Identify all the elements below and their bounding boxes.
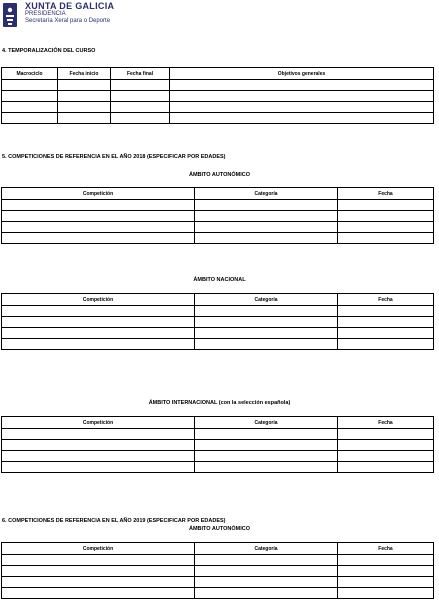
table-header-row <box>2 543 434 555</box>
table-row[interactable] <box>2 91 434 102</box>
col-fecha: Fecha <box>338 417 434 429</box>
table-row[interactable] <box>2 577 434 588</box>
table-row[interactable] <box>2 451 434 462</box>
table-row[interactable] <box>2 102 434 113</box>
table-row[interactable] <box>2 233 434 244</box>
table-header-row <box>2 68 434 80</box>
col-competicion: Competición <box>2 188 195 200</box>
table-row[interactable] <box>2 328 434 339</box>
table-row[interactable] <box>2 462 434 473</box>
competiciones-autonomico-2018-table <box>1 187 434 244</box>
ambito-nacional-2018-title: ÁMBITO NACIONAL <box>193 277 246 283</box>
col-competicion: Competición <box>2 294 195 306</box>
col-fecha: Fecha <box>338 188 434 200</box>
table-row[interactable] <box>2 555 434 566</box>
col-competicion: Competición <box>2 543 195 555</box>
temporalizacion-table <box>1 67 434 124</box>
col-objetivos: Objetivos generales <box>170 68 434 80</box>
xunta-logo-icon <box>2 1 18 29</box>
col-fecha-final: Fecha final <box>111 68 170 80</box>
org-name: XUNTA DE GALICIA <box>25 1 115 11</box>
table-row[interactable] <box>2 306 434 317</box>
col-categoria: Categoría <box>195 417 338 429</box>
dept-name: PRESIDENCIA <box>25 11 66 17</box>
section-5-title: 5. COMPETICIONES DE REFERENCIA EN EL AÑO 2018 (ESPECIFICAR POR EDADES) <box>2 154 226 160</box>
table-header-row <box>2 294 434 306</box>
table-row[interactable] <box>2 222 434 233</box>
table-row[interactable] <box>2 429 434 440</box>
table-row[interactable] <box>2 211 434 222</box>
table-row[interactable] <box>2 339 434 350</box>
ambito-internacional-2018-title: ÁMBITO INTERNACIONAL (con la selección española) <box>148 400 291 406</box>
table-row[interactable] <box>2 588 434 599</box>
competiciones-autonomico-2019-table <box>1 542 434 599</box>
table-header-row <box>2 188 434 200</box>
table-header-row <box>2 417 434 429</box>
col-fecha: Fecha <box>338 294 434 306</box>
table-row[interactable] <box>2 317 434 328</box>
col-categoria: Categoría <box>195 188 338 200</box>
document-header <box>2 1 114 31</box>
table-row[interactable] <box>2 200 434 211</box>
col-categoria: Categoría <box>195 294 338 306</box>
table-row[interactable] <box>2 566 434 577</box>
col-competicion: Competición <box>2 417 195 429</box>
competiciones-nacional-2018-table <box>1 293 434 350</box>
col-fecha: Fecha <box>338 543 434 555</box>
table-row[interactable] <box>2 440 434 451</box>
sub-dept-name: Secretaría Xeral para o Deporte <box>25 18 111 24</box>
col-categoria: Categoría <box>195 543 338 555</box>
ambito-autonomico-2019-title: ÁMBITO AUTONÓMICO <box>188 526 250 532</box>
col-macrociclo: Macrociclo <box>2 68 58 80</box>
competiciones-internacional-2018-table <box>1 416 434 473</box>
col-fecha-inicio: Fecha inicio <box>58 68 111 80</box>
section-4-title: 4. TEMPORALIZACIÓN DEL CURSO <box>2 48 96 54</box>
table-row[interactable] <box>2 113 434 124</box>
ambito-autonomico-2018-title: ÁMBITO AUTONÓMICO <box>188 172 250 178</box>
section-6-title: 6. COMPETICIONES DE REFERENCIA EN EL AÑO 2019 (ESPECIFICAR POR EDADES) <box>2 518 226 524</box>
table-row[interactable] <box>2 80 434 91</box>
